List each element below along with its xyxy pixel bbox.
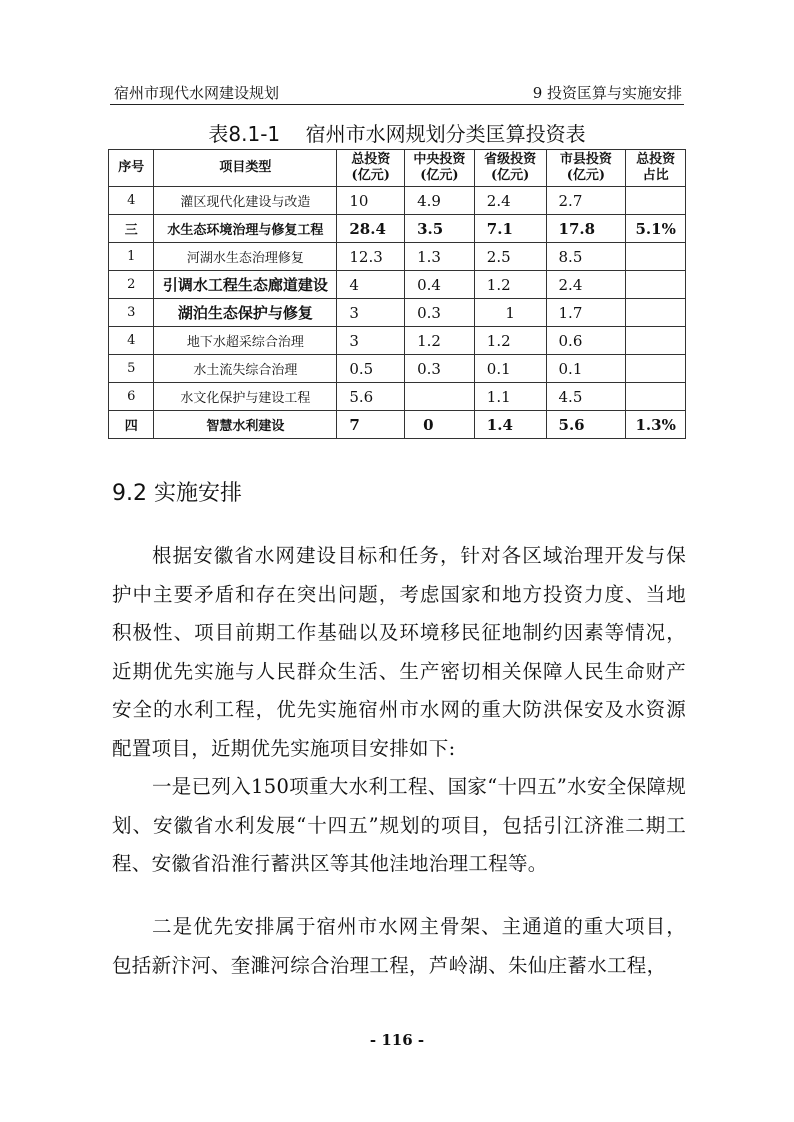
table-row	[109, 215, 686, 243]
table-row	[109, 383, 686, 411]
col-header-total: 总投资 (亿元)	[337, 150, 405, 187]
cell-central: 1.2	[405, 327, 475, 355]
page-number: - 116 -	[369, 1031, 425, 1049]
cell-central: 3.5	[405, 215, 475, 243]
cell-province: 0.1	[474, 355, 546, 383]
cell-share	[626, 299, 686, 327]
cell-no: 1	[109, 243, 154, 271]
header-chapter-title: 9 投资匡算与实施安排	[532, 84, 682, 102]
cell-share	[626, 271, 686, 299]
cell-type: 灌区现代化建设与改造	[154, 187, 337, 215]
cell-city: 2.4	[546, 271, 626, 299]
table-row	[109, 411, 686, 439]
cell-province: 2.5	[474, 243, 546, 271]
cell-share: 5.1%	[626, 215, 686, 243]
cell-total: 7	[337, 411, 405, 439]
section-heading: 9.2 实施安排	[112, 481, 242, 506]
cell-central: 0.3	[405, 299, 475, 327]
cell-no: 四	[109, 411, 154, 439]
cell-province: 7.1	[474, 215, 546, 243]
cell-city: 17.8	[546, 215, 626, 243]
table-row	[109, 299, 686, 327]
table-row	[109, 271, 686, 299]
cell-no: 4	[109, 327, 154, 355]
body-paragraph: 一是已列入150项重大水利工程、国家“十四五”水安全保障规划、安徽省水利发展“十四五”规划的项目，包括引江济淮二期工程、安徽省沿淮行蓄洪区等其他洼地治理工程等。	[112, 775, 686, 875]
cell-type: 地下水超采综合治理	[154, 327, 337, 355]
cell-no: 4	[109, 187, 154, 215]
cell-share	[626, 383, 686, 411]
table-row	[109, 243, 686, 271]
cell-province: 1.2	[474, 271, 546, 299]
cell-city: 1.7	[546, 299, 626, 327]
cell-province: 1.1	[474, 383, 546, 411]
cell-total: 10	[337, 187, 405, 215]
cell-total: 4	[337, 271, 405, 299]
cell-type: 水土流失综合治理	[154, 355, 337, 383]
cell-share	[626, 243, 686, 271]
cell-province: 2.4	[474, 187, 546, 215]
cell-no: 5	[109, 355, 154, 383]
body-paragraph: 根据安徽省水网建设目标和任务，针对各区域治理开发与保护中主要矛盾和存在突出问题，考虑国家和地方投资力度、当地积极性、项目前期工作基础以及环境移民征地制约因素等情况，近期优先实施与人民群众生活、生产密切相关保障人民生命财产安全的水利工程，优先实施宿州市水网的重大防洪保安及水资源配置项目，近期优先实施项目安排如下:	[112, 544, 686, 760]
cell-no: 2	[109, 271, 154, 299]
cell-share	[626, 327, 686, 355]
table-header-row	[109, 150, 686, 187]
table-row	[109, 327, 686, 355]
cell-total: 3	[337, 299, 405, 327]
cell-no: 6	[109, 383, 154, 411]
cell-total: 28.4	[337, 215, 405, 243]
running-header	[110, 80, 684, 105]
cell-city: 8.5	[546, 243, 626, 271]
cell-type: 河湖水生态治理修复	[154, 243, 337, 271]
cell-central: 0	[405, 411, 475, 439]
cell-no: 三	[109, 215, 154, 243]
cell-total: 12.3	[337, 243, 405, 271]
cell-province: 1.2	[474, 327, 546, 355]
cell-central: 0.4	[405, 271, 475, 299]
col-header-share: 总投资 占比	[626, 150, 686, 187]
cell-type: 水生态环境治理与修复工程	[154, 215, 337, 243]
col-header-province: 省级投资 (亿元)	[474, 150, 546, 187]
cell-province: 1.4	[474, 411, 546, 439]
col-header-city: 市县投资 (亿元)	[546, 150, 626, 187]
cell-type: 智慧水利建设	[154, 411, 337, 439]
cell-share	[626, 355, 686, 383]
cell-type: 水文化保护与建设工程	[154, 383, 337, 411]
cell-total: 5.6	[337, 383, 405, 411]
cell-type: 湖泊生态保护与修复	[154, 299, 337, 327]
cell-type: 引调水工程生态廊道建设	[154, 271, 337, 299]
cell-city: 4.5	[546, 383, 626, 411]
cell-central: 1.3	[405, 243, 475, 271]
table-row	[109, 187, 686, 215]
table-caption: 表8.1-1 宿州市水网规划分类匡算投资表	[208, 122, 586, 146]
cell-total: 3	[337, 327, 405, 355]
col-header-no: 序号	[109, 150, 154, 187]
table-row	[109, 355, 686, 383]
body-paragraph: 二是优先安排属于宿州市水网主骨架、主通道的重大项目，包括新汴河、奎濉河综合治理工程，芦岭湖、朱仙庄蓄水工程，	[112, 915, 686, 977]
col-header-central: 中央投资 (亿元)	[405, 150, 475, 187]
cell-central: 4.9	[405, 187, 475, 215]
cell-province: 1	[474, 299, 546, 327]
cell-city: 0.6	[546, 327, 626, 355]
cell-share: 1.3%	[626, 411, 686, 439]
cell-central	[405, 383, 475, 411]
investment-table	[108, 149, 686, 439]
cell-no: 3	[109, 299, 154, 327]
header-document-title: 宿州市现代水网建设规划	[114, 84, 280, 102]
cell-share	[626, 187, 686, 215]
cell-city: 0.1	[546, 355, 626, 383]
cell-central: 0.3	[405, 355, 475, 383]
cell-city: 2.7	[546, 187, 626, 215]
cell-city: 5.6	[546, 411, 626, 439]
cell-total: 0.5	[337, 355, 405, 383]
col-header-type: 项目类型	[154, 150, 337, 187]
